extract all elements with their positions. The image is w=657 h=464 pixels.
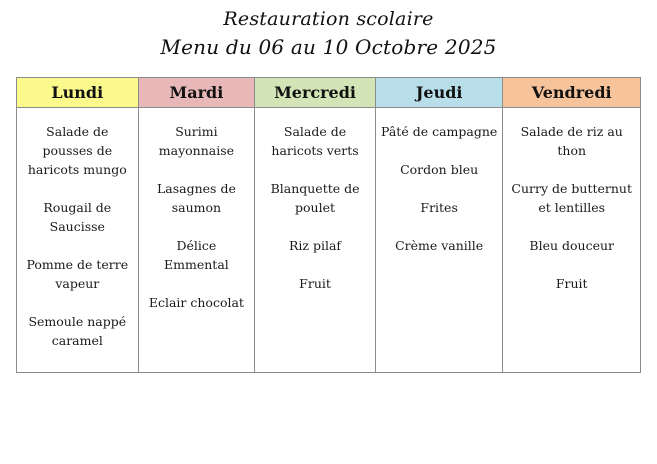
day-dishes-jeudi <box>376 108 503 372</box>
day-header-lundi: Lundi <box>17 78 138 108</box>
day-header-mercredi: Mercredi <box>255 78 375 108</box>
dish-item: Blanquette de poulet <box>270 181 360 215</box>
dish-item: Pomme de terre vapeur <box>26 257 129 291</box>
dish-item: Fruit <box>555 276 588 291</box>
dish-item: Salade de riz au thon <box>520 124 623 158</box>
title-restauration: Restauration scolaire <box>223 8 434 30</box>
dish-item: Salade de pousses de haricots mungo <box>27 124 127 177</box>
dish-item: Salade de haricots verts <box>271 124 359 158</box>
dish-item: Riz pilaf <box>289 238 342 253</box>
dish-item: Fruit <box>299 276 331 291</box>
dish-item: Semoule nappé caramel <box>28 314 127 348</box>
day-column-vendredi <box>503 78 640 372</box>
dish-item: Délice Emmental <box>164 238 229 272</box>
day-dishes-vendredi <box>503 108 640 372</box>
day-dishes-lundi <box>17 108 138 372</box>
dish-item: Lasagnes de saumon <box>156 181 236 215</box>
day-header-mardi: Mardi <box>139 78 255 108</box>
dish-item: Rougail de Saucisse <box>43 200 112 234</box>
day-header-jeudi: Jeudi <box>376 78 503 108</box>
menu-title <box>0 6 657 62</box>
day-column-mardi <box>139 78 256 372</box>
day-column-jeudi <box>376 78 504 372</box>
title-menu-dates: Menu du 06 au 10 Octobre 2025 <box>160 35 497 59</box>
menu-table <box>16 77 641 373</box>
day-dishes-mardi <box>139 108 255 372</box>
day-dishes-mercredi <box>255 108 375 372</box>
dish-item: Cordon bleu <box>400 162 479 177</box>
day-column-lundi <box>17 78 139 372</box>
dish-item: Crème vanille <box>395 238 484 253</box>
day-column-mercredi <box>255 78 376 372</box>
dish-item: Surimi mayonnaise <box>158 124 235 158</box>
day-header-vendredi: Vendredi <box>503 78 640 108</box>
dish-item: Pâté de campagne <box>381 124 498 139</box>
dish-item: Curry de butternut et lentilles <box>511 181 632 215</box>
dish-item: Eclair chocolat <box>148 295 244 310</box>
dish-item: Frites <box>420 200 458 215</box>
dish-item: Bleu douceur <box>529 238 615 253</box>
